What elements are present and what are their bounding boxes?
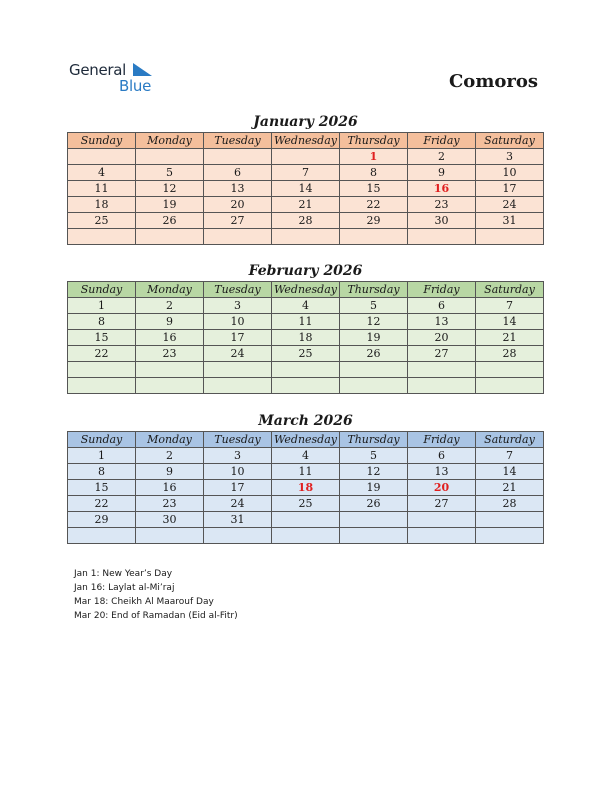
day-cell: 3 — [204, 448, 272, 464]
day-cell: 22 — [68, 496, 136, 512]
week-row — [68, 330, 544, 346]
day-cell: 16 — [136, 330, 204, 346]
day-cell: 8 — [340, 165, 408, 181]
day-cell — [408, 229, 476, 245]
day-cell: 29 — [340, 213, 408, 229]
weekday-header: Friday — [408, 432, 476, 448]
day-cell — [204, 229, 272, 245]
day-cell: 6 — [408, 298, 476, 314]
day-cell: 24 — [476, 197, 544, 213]
blue-triangle-icon — [133, 63, 153, 77]
week-row — [68, 362, 544, 378]
day-cell: 4 — [68, 165, 136, 181]
day-cell: 15 — [68, 480, 136, 496]
day-cell: 30 — [408, 213, 476, 229]
weekday-header: Thursday — [340, 282, 408, 298]
day-cell: 25 — [68, 213, 136, 229]
day-cell: 11 — [272, 464, 340, 480]
month-title: March 2026 — [258, 413, 353, 429]
weekday-header: Saturday — [476, 282, 544, 298]
day-cell: 8 — [68, 314, 136, 330]
day-cell: 29 — [68, 512, 136, 528]
weekday-header: Monday — [136, 133, 204, 149]
day-cell: 12 — [340, 464, 408, 480]
weekday-header: Tuesday — [204, 282, 272, 298]
day-cell — [204, 528, 272, 544]
holiday-note: Mar 18: Cheikh Al Maarouf Day — [74, 597, 214, 607]
day-cell: 4 — [272, 448, 340, 464]
day-cell: 26 — [340, 496, 408, 512]
calendar-grid — [67, 281, 544, 394]
week-row — [68, 496, 544, 512]
day-cell: 27 — [408, 496, 476, 512]
day-cell — [408, 362, 476, 378]
holiday-notes — [74, 567, 238, 623]
day-cell: 13 — [204, 181, 272, 197]
day-cell: 28 — [476, 346, 544, 362]
day-cell — [476, 528, 544, 544]
day-cell: 15 — [340, 181, 408, 197]
holiday-note: Mar 20: End of Ramadan (Eid al-Fitr) — [74, 611, 238, 621]
day-cell: 8 — [68, 464, 136, 480]
day-cell — [68, 362, 136, 378]
day-cell: 23 — [136, 496, 204, 512]
weekday-header: Wednesday — [272, 282, 340, 298]
day-cell: 23 — [408, 197, 476, 213]
day-cell: 21 — [476, 330, 544, 346]
weekday-header: Sunday — [68, 133, 136, 149]
calendar-grid — [67, 132, 544, 245]
day-cell: 9 — [136, 464, 204, 480]
day-cell — [476, 229, 544, 245]
weekday-header: Friday — [408, 282, 476, 298]
day-cell: 16 — [408, 181, 476, 197]
day-cell: 31 — [204, 512, 272, 528]
week-row — [68, 213, 544, 229]
day-cell — [68, 378, 136, 394]
day-cell: 25 — [272, 496, 340, 512]
day-cell — [476, 512, 544, 528]
day-cell — [68, 528, 136, 544]
week-row — [68, 528, 544, 544]
day-cell — [68, 149, 136, 165]
day-cell — [340, 362, 408, 378]
week-row — [68, 448, 544, 464]
holiday-note: Jan 16: Laylat al-Mi’raj — [74, 583, 175, 593]
day-cell: 28 — [272, 213, 340, 229]
day-cell: 20 — [204, 197, 272, 213]
day-cell: 20 — [408, 330, 476, 346]
day-cell: 2 — [136, 448, 204, 464]
day-cell: 23 — [136, 346, 204, 362]
day-cell: 18 — [272, 480, 340, 496]
day-cell — [136, 149, 204, 165]
weekday-header: Monday — [136, 432, 204, 448]
day-cell — [136, 362, 204, 378]
day-cell — [68, 229, 136, 245]
day-cell: 22 — [68, 346, 136, 362]
day-cell: 3 — [204, 298, 272, 314]
day-cell — [272, 512, 340, 528]
weekday-header-row — [68, 282, 544, 298]
day-cell: 11 — [68, 181, 136, 197]
weekday-header: Saturday — [476, 432, 544, 448]
weekday-header: Wednesday — [272, 432, 340, 448]
month-march — [67, 411, 544, 544]
day-cell: 31 — [476, 213, 544, 229]
day-cell — [408, 512, 476, 528]
day-cell: 14 — [476, 314, 544, 330]
logo-text-general: General — [69, 61, 127, 79]
country-title: Comoros — [448, 71, 538, 92]
day-cell: 26 — [136, 213, 204, 229]
day-cell — [136, 378, 204, 394]
weekday-header: Friday — [408, 133, 476, 149]
day-cell: 17 — [204, 480, 272, 496]
day-cell — [340, 229, 408, 245]
week-row — [68, 165, 544, 181]
day-cell: 22 — [340, 197, 408, 213]
day-cell: 1 — [340, 149, 408, 165]
logo-text-blue: Blue — [119, 77, 151, 95]
day-cell: 7 — [476, 298, 544, 314]
week-row — [68, 464, 544, 480]
day-cell: 30 — [136, 512, 204, 528]
day-cell: 18 — [68, 197, 136, 213]
day-cell — [340, 378, 408, 394]
day-cell: 1 — [68, 448, 136, 464]
weekday-header: Monday — [136, 282, 204, 298]
week-row — [68, 378, 544, 394]
day-cell — [340, 528, 408, 544]
week-row — [68, 314, 544, 330]
day-cell: 13 — [408, 314, 476, 330]
day-cell — [136, 229, 204, 245]
weekday-header: Sunday — [68, 282, 136, 298]
day-cell — [272, 229, 340, 245]
day-cell — [272, 362, 340, 378]
day-cell: 3 — [476, 149, 544, 165]
week-row — [68, 480, 544, 496]
day-cell: 14 — [476, 464, 544, 480]
logo — [69, 61, 159, 97]
day-cell: 1 — [68, 298, 136, 314]
day-cell — [272, 378, 340, 394]
day-cell — [408, 528, 476, 544]
weekday-header: Tuesday — [204, 432, 272, 448]
day-cell: 19 — [136, 197, 204, 213]
weekday-header-row — [68, 432, 544, 448]
day-cell: 4 — [272, 298, 340, 314]
holiday-note: Jan 1: New Year’s Day — [74, 569, 173, 579]
weekday-header: Thursday — [340, 133, 408, 149]
weekday-header: Saturday — [476, 133, 544, 149]
day-cell — [476, 378, 544, 394]
day-cell: 9 — [136, 314, 204, 330]
weekday-header: Sunday — [68, 432, 136, 448]
day-cell — [476, 362, 544, 378]
day-cell: 16 — [136, 480, 204, 496]
day-cell: 18 — [272, 330, 340, 346]
day-cell — [204, 362, 272, 378]
day-cell: 9 — [408, 165, 476, 181]
weekday-header: Thursday — [340, 432, 408, 448]
day-cell: 28 — [476, 496, 544, 512]
day-cell: 21 — [272, 197, 340, 213]
day-cell: 14 — [272, 181, 340, 197]
day-cell: 21 — [476, 480, 544, 496]
day-cell: 10 — [204, 464, 272, 480]
week-row — [68, 229, 544, 245]
day-cell: 27 — [408, 346, 476, 362]
day-cell: 12 — [340, 314, 408, 330]
day-cell: 27 — [204, 213, 272, 229]
day-cell — [136, 528, 204, 544]
day-cell: 10 — [204, 314, 272, 330]
calendar-grid — [67, 431, 544, 544]
day-cell: 24 — [204, 496, 272, 512]
day-cell: 5 — [340, 448, 408, 464]
day-cell: 5 — [340, 298, 408, 314]
month-title: February 2026 — [248, 263, 363, 279]
day-cell — [204, 149, 272, 165]
day-cell: 25 — [272, 346, 340, 362]
day-cell: 20 — [408, 480, 476, 496]
weekday-header: Wednesday — [272, 133, 340, 149]
day-cell — [272, 149, 340, 165]
month-title: January 2026 — [253, 114, 358, 130]
day-cell: 11 — [272, 314, 340, 330]
day-cell: 19 — [340, 330, 408, 346]
week-row — [68, 512, 544, 528]
day-cell: 17 — [476, 181, 544, 197]
day-cell — [408, 378, 476, 394]
day-cell: 15 — [68, 330, 136, 346]
day-cell: 2 — [408, 149, 476, 165]
day-cell: 6 — [204, 165, 272, 181]
day-cell — [340, 512, 408, 528]
day-cell — [204, 378, 272, 394]
weekday-header-row — [68, 133, 544, 149]
day-cell — [272, 528, 340, 544]
day-cell: 19 — [340, 480, 408, 496]
day-cell: 26 — [340, 346, 408, 362]
day-cell: 6 — [408, 448, 476, 464]
day-cell: 13 — [408, 464, 476, 480]
day-cell: 5 — [136, 165, 204, 181]
month-january — [67, 112, 544, 245]
day-cell: 10 — [476, 165, 544, 181]
day-cell: 7 — [476, 448, 544, 464]
day-cell: 7 — [272, 165, 340, 181]
week-row — [68, 346, 544, 362]
month-february — [67, 261, 544, 394]
week-row — [68, 298, 544, 314]
day-cell: 17 — [204, 330, 272, 346]
day-cell: 12 — [136, 181, 204, 197]
day-cell: 2 — [136, 298, 204, 314]
week-row — [68, 149, 544, 165]
week-row — [68, 197, 544, 213]
week-row — [68, 181, 544, 197]
day-cell: 24 — [204, 346, 272, 362]
weekday-header: Tuesday — [204, 133, 272, 149]
